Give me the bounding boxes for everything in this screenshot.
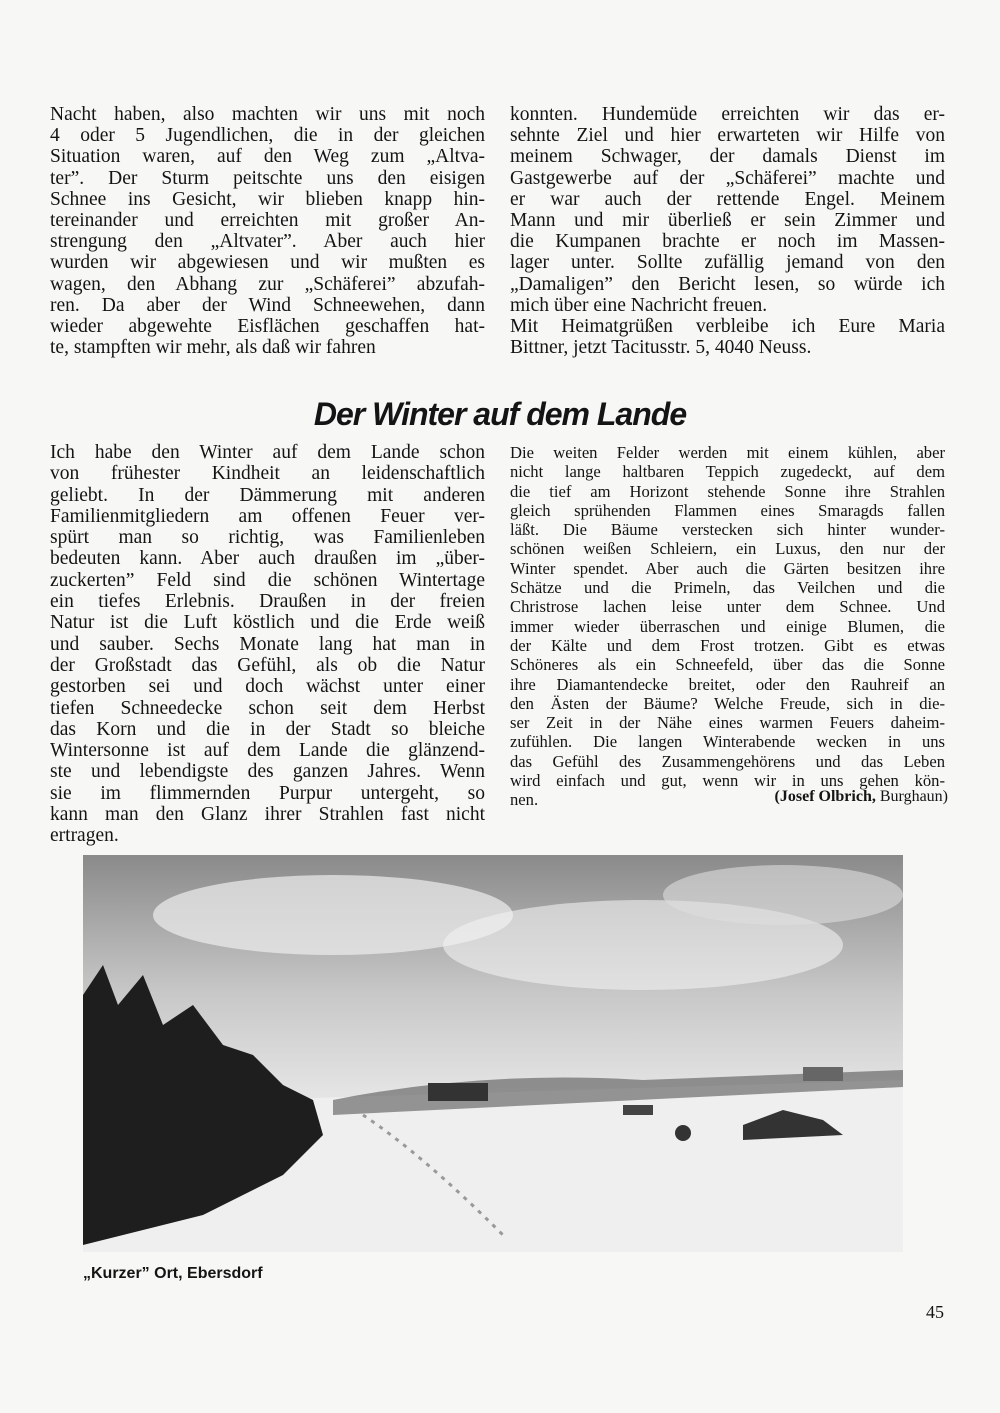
text-line: Schöneres als ein Schneefeld, über das die Sonne bbox=[510, 655, 945, 675]
text-line: Ich habe den Winter auf dem Lande schon bbox=[50, 442, 485, 463]
text-line: Nacht haben, also machten wir uns mit noch bbox=[50, 104, 485, 125]
text-line: wird einfach und gut, wenn wir in uns gehen kön- bbox=[510, 771, 945, 791]
text-line: ihre Diamantendecke breitet, oder den Rauhreif an bbox=[510, 674, 945, 694]
text-line: Schätze und die Primeln, das Veilchen und die bbox=[510, 578, 945, 598]
text-line: er war auch der rettende Engel. Meinem bbox=[510, 188, 945, 210]
text-line: ertragen. bbox=[50, 825, 119, 847]
article2-column1 bbox=[50, 442, 485, 847]
text-line: Natur ist die Luft köstlich und die Erde weiß bbox=[50, 612, 485, 634]
article1-column1 bbox=[50, 104, 485, 358]
text-line: sie im flimmernden Purpur untergeht, so bbox=[50, 782, 485, 804]
text-line: zuckerten” Feld sind die schönen Wintertage bbox=[50, 569, 485, 591]
text-line: Situation waren, auf den Weg zum „Altva- bbox=[50, 146, 485, 168]
text-line: ren. Da aber der Wind Schneewehen, dann bbox=[50, 294, 485, 316]
text-line: wagen, den Abhang zur „Schäferei” abzufah- bbox=[50, 273, 485, 295]
text-line: von frühester Kindheit an leidenschaftlich bbox=[50, 463, 485, 485]
text-line: ser Zeit in der Nähe eines warmen Feuers daheim- bbox=[510, 713, 945, 733]
text-line: ter”. Der Sturm peitschte uns den eisigen bbox=[50, 167, 485, 189]
text-line: te, stampften wir mehr, als daß wir fahren bbox=[50, 337, 376, 359]
text-line: Wintersonne ist auf dem Lande die glänzend- bbox=[50, 740, 485, 762]
text-line: der Großstadt das Gefühl, als ob die Natur bbox=[50, 654, 485, 676]
photo-caption: „Kurzer” Ort, Ebersdorf bbox=[83, 1265, 263, 1282]
text-line: tereinander und erreichten mit großer An- bbox=[50, 210, 485, 232]
text-line: das Gefühl des Zusammengehörens und das Leben bbox=[510, 751, 945, 771]
text-line: Mann und mir überließ er sein Zimmer und bbox=[510, 210, 945, 232]
text-line: die tief am Horizont stehende Sonne ihre Strahlen bbox=[510, 481, 945, 501]
article-title: Der Winter auf dem Lande bbox=[313, 396, 687, 432]
text-line: den Ästen der Bäume? Welche Freude, sich in die- bbox=[510, 693, 945, 713]
text-line: wieder abgewehte Eisflächen geschaffen hat- bbox=[50, 316, 485, 338]
text-line: „Damaligen” den Bericht lesen, so würde ich bbox=[510, 273, 945, 295]
text-line: immer wieder überraschen und einige Blumen, die bbox=[510, 616, 945, 636]
text-line: schönen weißen Schleiern, ein Luxus, den nur der bbox=[510, 539, 945, 559]
text-line: der Kälte und dem Frost trotzen. Gibt es etwas bbox=[510, 635, 945, 655]
text-line: Mit Heimatgrüßen verbleibe ich Eure Maria bbox=[510, 316, 945, 338]
text-line: ste und lebendigste des ganzen Jahres. Wenn bbox=[50, 761, 485, 783]
text-line: gleich sprühenden Flammen eines Smaragds fallen bbox=[510, 500, 945, 520]
text-line: Winter spendet. Aber auch die Gärten besitzen ihre bbox=[510, 558, 945, 578]
text-line: Schnee ins Gesicht, wir blieben knapp hin- bbox=[50, 188, 485, 210]
text-line: kann man den Glanz ihrer Strahlen fast nicht bbox=[50, 804, 485, 826]
text-line: tiefen Schneedecke schon seit dem Herbst bbox=[50, 697, 485, 719]
author-place: Burghaun) bbox=[879, 788, 948, 805]
text-line: bedeuten kann. Aber auch draußen im „über- bbox=[50, 548, 485, 570]
text-line: nicht lange haltbaren Teppich zugedeckt, auf dem bbox=[510, 462, 945, 482]
article1-column2 bbox=[510, 104, 945, 358]
text-line: Christrose lachen leise unter dem Schnee. Und bbox=[510, 597, 945, 617]
text-line: nen. bbox=[510, 790, 539, 810]
text-line: und sauber. Sechs Monate lang hat man in bbox=[50, 633, 485, 655]
text-line: lager unter. Sollte zufällig jemand von den bbox=[510, 252, 945, 274]
article2-column2 bbox=[510, 443, 945, 810]
text-line: geliebt. In der Dämmerung mit anderen bbox=[50, 484, 485, 506]
text-line: sehnte Ziel und hier erwarteten wir Hilfe von bbox=[510, 125, 945, 147]
text-line: gestorben sei und doch wächst unter einer bbox=[50, 676, 485, 698]
text-line: 4 oder 5 Jugendlichen, die in der gleichen bbox=[50, 125, 485, 147]
page-number: 45 bbox=[926, 1302, 944, 1322]
text-line: Familienmitgliedern am offenen Feuer ver- bbox=[50, 505, 485, 527]
text-line: meinem Schwager, der damals Dienst im bbox=[510, 146, 945, 168]
winter-landscape-photo bbox=[83, 855, 903, 1252]
text-line: Bittner, jetzt Tacitusstr. 5, 4040 Neuss. bbox=[510, 337, 812, 359]
text-line: läßt. Die Bäume verstecken sich hinter wunder- bbox=[510, 520, 945, 540]
text-line: konnten. Hundemüde erreichten wir das er- bbox=[510, 104, 945, 125]
author-name: (Josef Olbrich, bbox=[774, 788, 876, 805]
text-line: Die weiten Felder werden mit einem kühlen, aber bbox=[510, 443, 945, 462]
text-line: ein tiefes Erlebnis. Draußen in der freien bbox=[50, 591, 485, 613]
text-line: wurden wir abgewiesen und wir mußten es bbox=[50, 252, 485, 274]
text-line: spürt man so richtig, was Familienleben bbox=[50, 527, 485, 549]
text-line: zufühlen. Die langen Winterabende wecken in uns bbox=[510, 732, 945, 752]
text-line: das Korn und die in der Stadt so bleiche bbox=[50, 718, 485, 740]
text-line: die Kumpanen brachte er noch im Massen- bbox=[510, 231, 945, 253]
author-credit bbox=[775, 788, 948, 806]
text-line: Gastgewerbe auf der „Schäferei” machte und bbox=[510, 167, 945, 189]
text-line: strengung den „Altvater”. Aber auch hier bbox=[50, 231, 485, 253]
text-line: mich über eine Nachricht freuen. bbox=[510, 294, 768, 316]
